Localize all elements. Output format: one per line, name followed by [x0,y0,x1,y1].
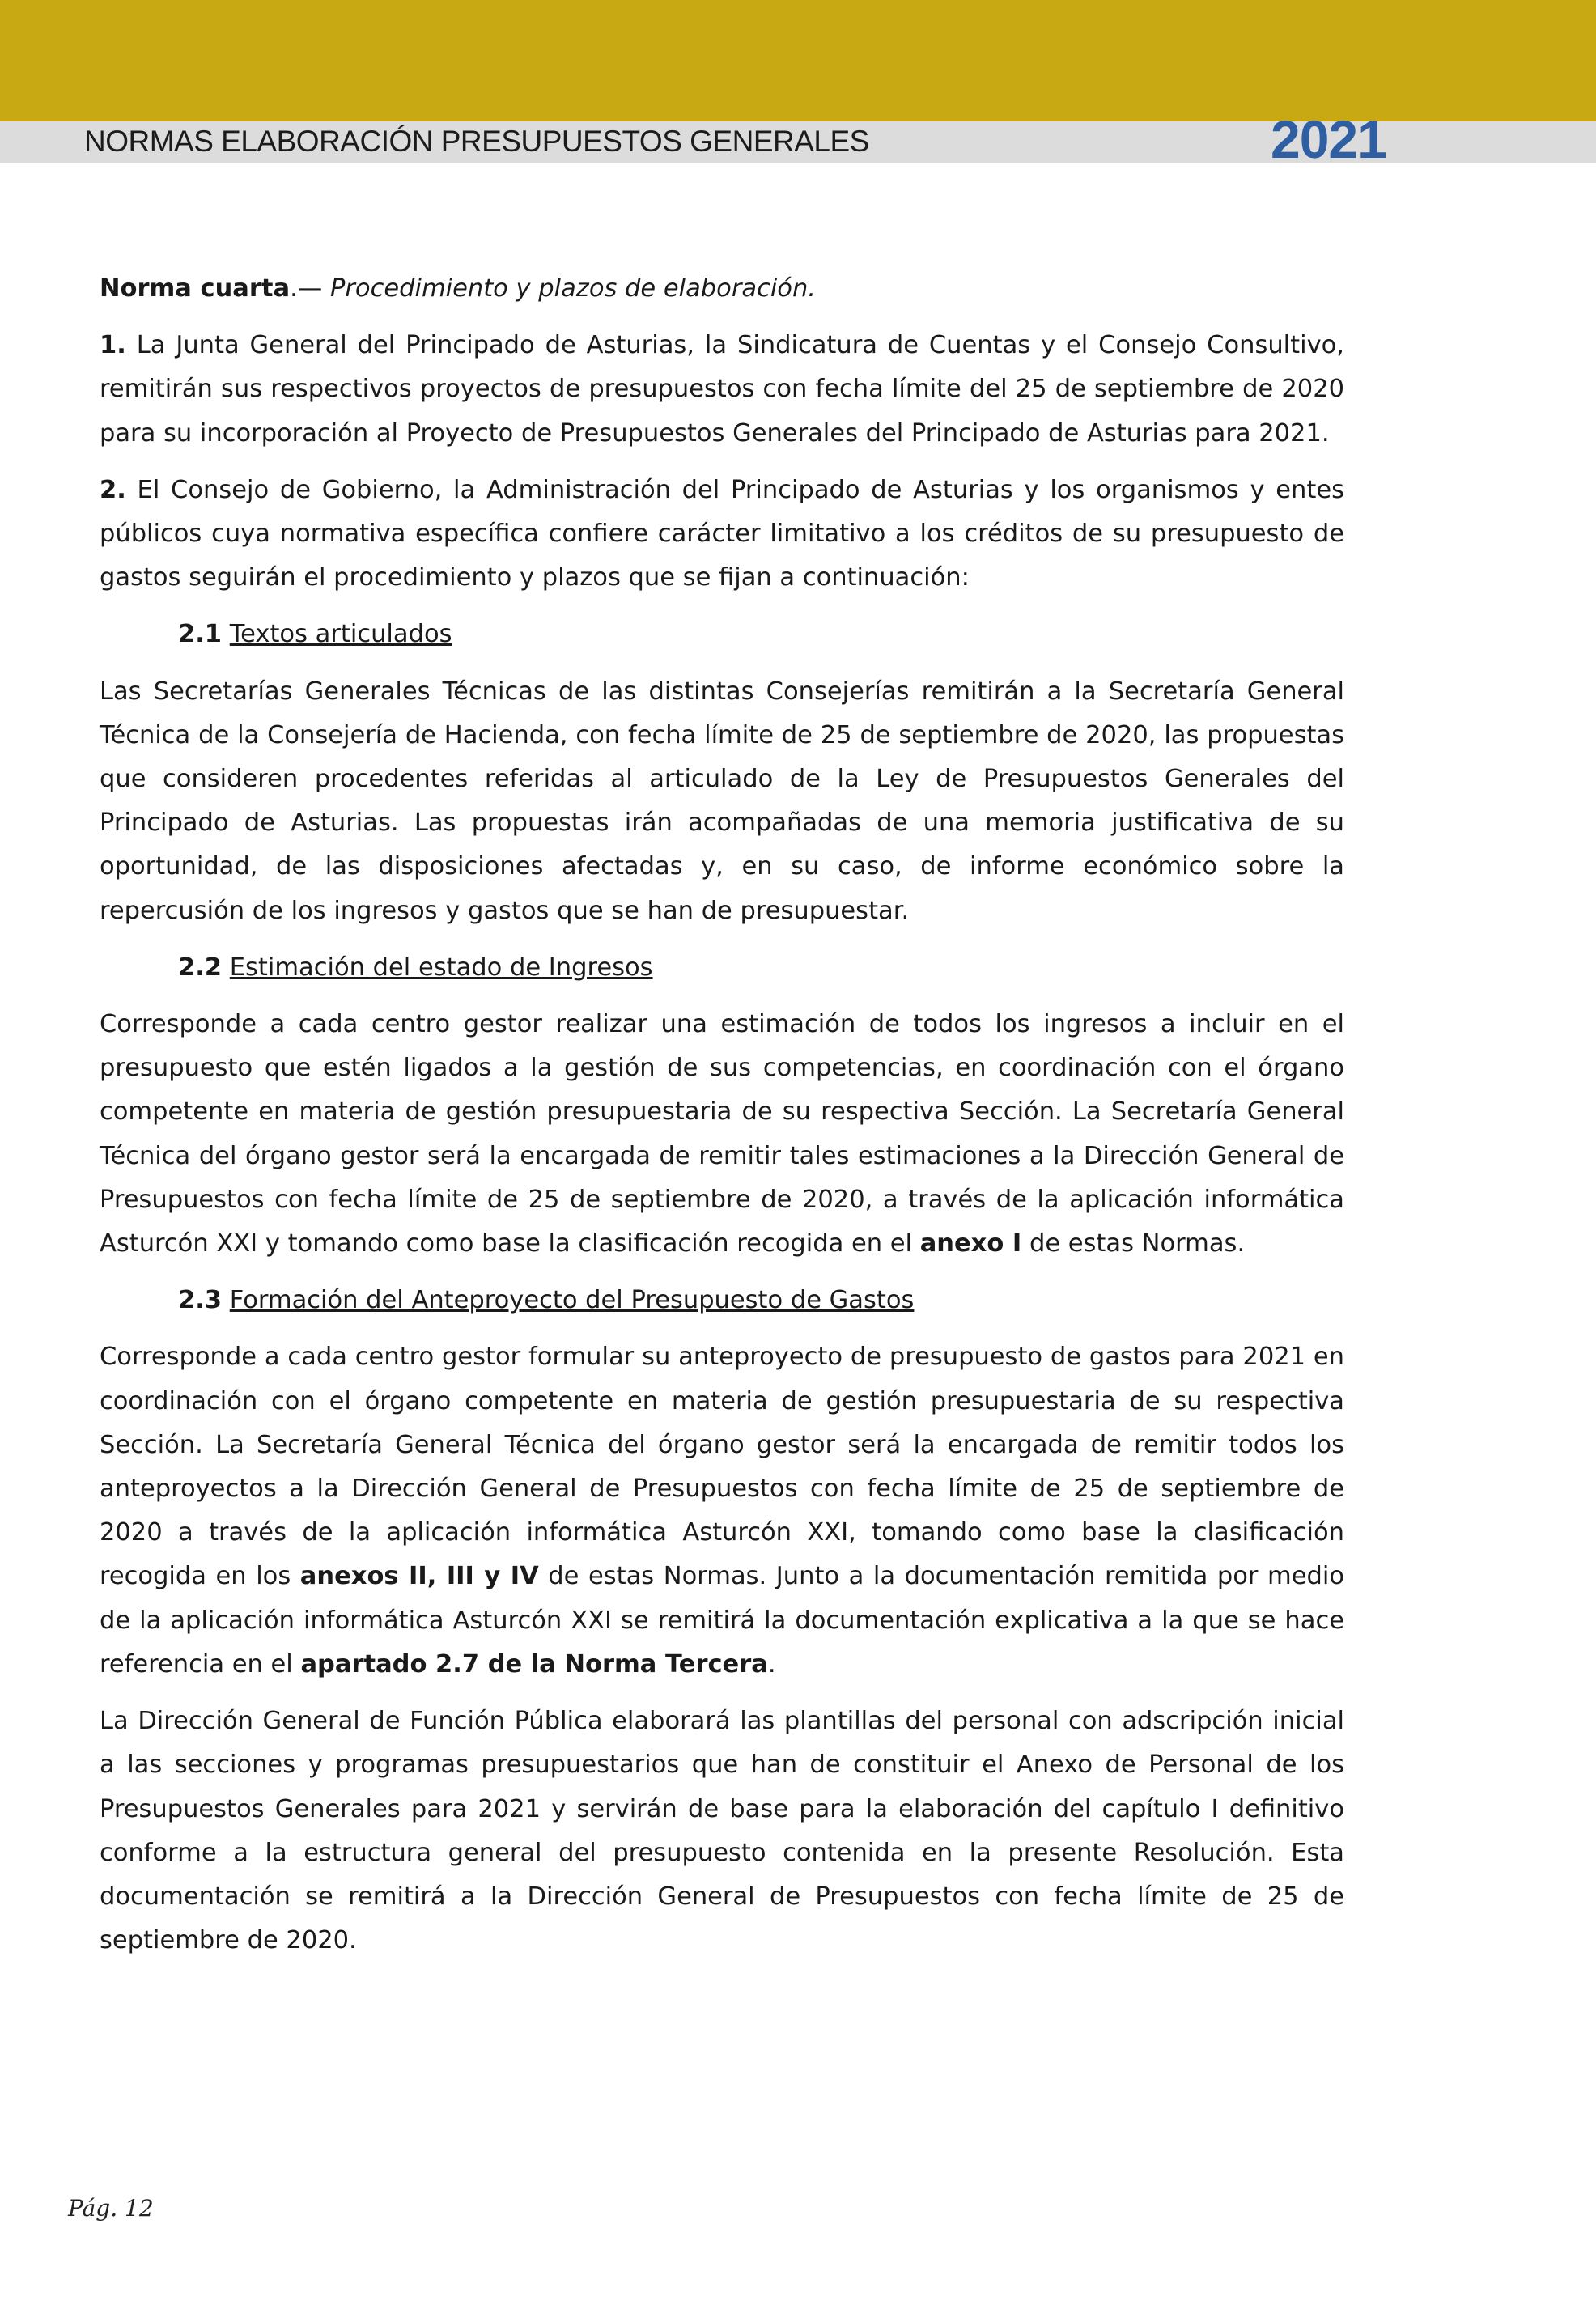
section-2-2-text [100,1003,1344,1266]
section-2-3-text [100,1335,1344,1687]
section-2-2-bold: anexo I [919,1229,1022,1258]
section-2-3-heading [100,1279,1344,1322]
page-number: Pág. 12 [68,2195,154,2222]
header-color-band [0,0,1596,121]
document-body [100,267,1344,1976]
section-2-1-text: Las Secretarías Generales Técnicas de las distintas Consejerías remitirán a la Secretaría General Técnica de la Consejería de Hacienda, con fecha límite de 25 de septiembre de 2020, las propuestas que consideren procedentes referidas al articulado de la Ley de Presupuestos Generales del Principado de Asturias. Las propuestas irán acompañadas de una memoria justificativa de su oportunidad, de las disposiciones afectadas y, en su caso, de informe económico sobre la repercusión de los ingresos y gastos que se han de presupuestar. [100,677,1344,925]
section-2-2-number: 2.2 [178,953,223,982]
norma-heading [100,267,1344,311]
section-2-3-text-c: . [767,1649,776,1679]
section-2-2-text-b: de estas Normas. [1021,1229,1246,1258]
section-2-3-text-b: de estas Normas. Junto a la documentación remitida por medio de la aplicación informática Asturcón XXI se remitirá la documentación explicativa a la que se hace referencia en el [100,1562,1345,1679]
paragraph-1-text: La Junta General del Principado de Asturias, la Sindicatura de Cuentas y el Consejo Consultivo, remitirán sus respectivos proyectos de presupuestos con fecha límite del 25 de septiembre de 2020 para su incorporación al Proyecto de Presupuestos Generales del Principado de Asturias para 2021. [100,331,1344,448]
section-2-2-title: Estimación del estado de Ingresos [229,953,653,982]
paragraph-2 [100,469,1344,601]
paragraph-1 [100,324,1344,456]
section-2-3-bold-b: apartado 2.7 de la Norma Tercera [300,1649,768,1679]
norma-subtitle: Procedimiento y plazos de elaboración. [329,274,816,303]
section-2-3-text-2: La Dirección General de Función Pública elaborará las plantillas del personal con adscripción inicial a las secciones y programas presupuestarios que han de constituir el Anexo de Personal de los Presupuestos Generales para 2021 y servirán de base para la elaboración del capítulo I definitivo conforme a la estructura general del presupuesto contenida en la presente Resolución. Esta documentación se remitirá a la Dirección General de Presupuestos con fecha límite de 25 de septiembre de 2020. [100,1707,1344,1955]
document-title: NORMAS ELABORACIÓN PRESUPUESTOS GENERALES [84,125,869,158]
section-2-3-number: 2.3 [178,1286,223,1315]
section-2-2-text-a: Corresponde a cada centro gestor realizar una estimación de todos los ingresos a incluir en el presupuesto que estén ligados a la gestión de sus competencias, en coordinación con el órgano competente en materia de gestión presupuestaria de su respectiva Sección. La Secretaría General Técnica del órgano gestor será la encargada de remitir tales estimaciones a la Dirección General de Presupuestos con fecha límite de 25 de septiembre de 2020, a través de la aplicación informática Asturcón XXI y tomando como base la clasificación recogida en el [100,1010,1344,1258]
paragraph-2-number: 2. [100,475,126,504]
norma-dash: .— [290,274,330,303]
section-2-3-title: Formación del Anteproyecto del Presupuesto de Gastos [229,1286,915,1315]
section-2-1-title: Textos articulados [229,620,452,649]
document-year: 2021 [1271,109,1386,169]
section-2-1-heading [100,613,1344,656]
section-2-1-number: 2.1 [178,620,223,649]
section-2-3-bold-a: anexos II, III y IV [299,1562,539,1591]
section-2-2-heading [100,946,1344,990]
norma-label: Norma cuarta [100,274,291,303]
paragraph-2-text: El Consejo de Gobierno, la Administración del Principado de Asturias y los organismos y entes públicos cuya normativa específica confiere carácter limitativo a los créditos de su presupuesto de gastos seguirán el procedimiento y plazos que se fijan a continuación: [100,475,1344,592]
section-2-3-text-a: Corresponde a cada centro gestor formular su anteproyecto de presupuesto de gastos para 2021 en coordinación con el órgano competente en materia de gestión presupuestaria de su respectiva Sección. La Secretaría General Técnica del órgano gestor será la encargada de remitir todos los anteproyectos a la Dirección General de Presupuestos con fecha límite de 25 de septiembre de 2020 a través de la aplicación informática Asturcón XXI, tomando como base la clasificación recogida en los [100,1343,1344,1591]
paragraph-1-number: 1. [100,331,126,360]
